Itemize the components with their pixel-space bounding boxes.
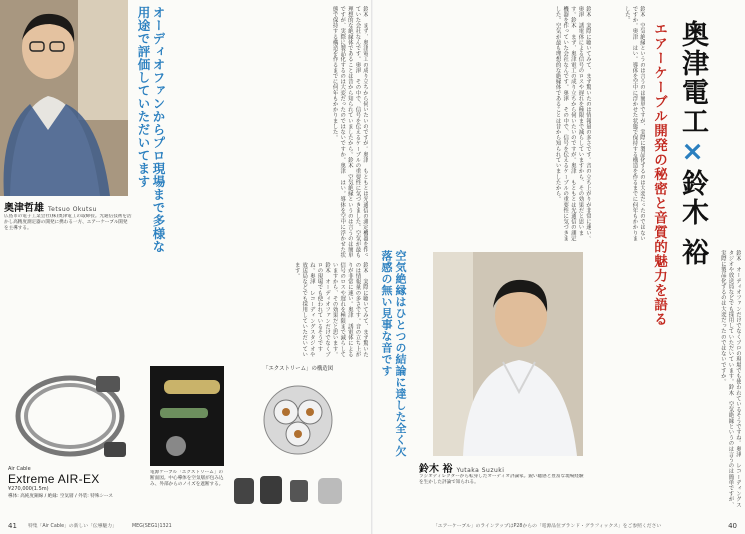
right-page	[373, 0, 745, 534]
left-body-upper: 鈴木 まず、奥津電工の成り立ちから伺いたいのですが。奥津 もともとは光通信の測定機器を作っていた会社なんです。奥津 その中で、信号を伝えるケーブルの重要性に気づきました。空気が最も理想的な絶縁体であることは昔から知られていましたから。鈴木 空気絶縁というのは言うのは簡単ですが、実際に製品化するのは大変だったのではないですか。奥津 はい。導体を空中に浮かせた状態で保持する構造を作るまでに何年もかかりました。	[331, 6, 368, 259]
right-intro-body: 鈴木 空気絶縁というのは言うのは簡単ですが、実際に製品化するのは大変だったのではないですか。奥津 はい。導体を空中に浮かせた状態で保持する構造を作るまでに何年もかかりました。	[623, 6, 645, 242]
suzuki-caption-name: 鈴木 裕 Yutaka Suzuki	[419, 464, 505, 475]
left-page	[0, 0, 372, 534]
left-footer-code: MEG(SEG1)1321	[132, 524, 172, 529]
right-body-upper: 鈴木 実際に聴いてみて、まず驚いたのは情報量の多さです。音の立ち上がりが非常に速い。奥津 誘電体による信号のロスや遅れを極限まで減らしていますから、その効果だと思います。鈴木 まず、奥津電工の成り立ちから伺いたいのですが。奥津 もともとは光通信の測定機器を作っていた会社なんです。奥津 その中で、信号を伝えるケーブルの重要性に気づきました。空気が最も理想的な絶縁体であることは昔から知られていましたから。	[554, 6, 591, 242]
okutsu-caption-bio: 広島市の電子工業会社(株)奥津電工の取締役。光通信技術を活かし高精度測定器の開発に携わる一方、エアーケーブル開発を主導する。	[4, 214, 132, 232]
right-body-lower: 鈴木 オーディオファンだけでなくプロの現場でも使われているそうですね。奥津 レコーディングスタジオや放送局などでも採用していただいています。鈴木 空気絶縁というのは言うのは簡単ですが、実際に製品化するのは大変だったのではないですか。	[719, 250, 741, 508]
right-footer-note: 「エアーケーブル」のラインアップはP28からの「電源品位ブランド・グラフィックス」をご参照ください	[433, 524, 662, 529]
product-note: 導体: 高純度銅線 / 絶縁: 空気層 / 外装: 特殊シース	[8, 494, 114, 499]
product-cable-photo	[8, 366, 138, 466]
title-company: 奥津電工	[677, 20, 708, 136]
title-person: 鈴木 裕	[677, 169, 708, 268]
right-subtitle: エアーケーブル開発の秘密と音質的魅力を語る	[651, 22, 667, 327]
left-lead-copy: オーディオファンからプロ現場まで多様な用途で評価していただいてます	[136, 6, 166, 253]
suzuki-caption-bio: ラジオディレクターから転身したオーディオ評論家。鋭い聴感と豊富な現場経験を生かした評論で知られる。	[419, 474, 584, 486]
suzuki-figure	[433, 252, 583, 456]
suzuki-portrait-photo	[433, 252, 583, 456]
diagram-caption: 電源ケーブル「エクストリーム」の断面図。中心導体を空気層が包み込み、外部からのノイズを遮断する。	[150, 470, 224, 488]
plugs-illustration	[228, 470, 368, 510]
title-cross: ×	[677, 136, 708, 169]
connector-closeup-photo	[150, 366, 224, 466]
left-footer-title: 特集「Air Cable」の新しい「伝導魅力」	[28, 524, 117, 529]
left-body-lower: 鈴木 実際に聴いてみて、まず驚いたのは情報量の多さです。音の立ち上がりが非常に速い。奥津 誘電体による信号のロスや遅れを極限まで減らしていますから、その効果だと思います。鈴木 オーディオファンだけでなくプロの現場でも使われているそうですね。奥津 レコーディングスタジオや放送局などでも採用していただいています。	[293, 262, 368, 358]
cross-section-illustration	[228, 372, 368, 468]
coiled-cable-illustration	[8, 366, 138, 466]
structure-diagram	[228, 364, 368, 470]
plug-photos	[228, 470, 368, 510]
product-price: ¥270,000(1.5m)	[8, 486, 49, 492]
portrait-figure	[0, 0, 128, 196]
product-series: Air Cable	[8, 466, 31, 472]
product-name: Extreme AIR-EX	[8, 472, 100, 486]
left-page-number: 41	[8, 522, 17, 530]
diagram-title: 「エクストリーム」の構造図	[262, 366, 334, 372]
right-page-number: 40	[728, 522, 737, 530]
product-info	[8, 466, 148, 500]
okutsu-portrait-photo	[0, 0, 128, 196]
connector-illustration	[150, 366, 224, 466]
okutsu-caption-name: 奥津哲雄 Tetsuo Okutsu	[4, 203, 97, 214]
right-lead-copy: 空気絶縁はひとつの結論に達した全く欠落感の無い見事な音です	[380, 250, 407, 457]
